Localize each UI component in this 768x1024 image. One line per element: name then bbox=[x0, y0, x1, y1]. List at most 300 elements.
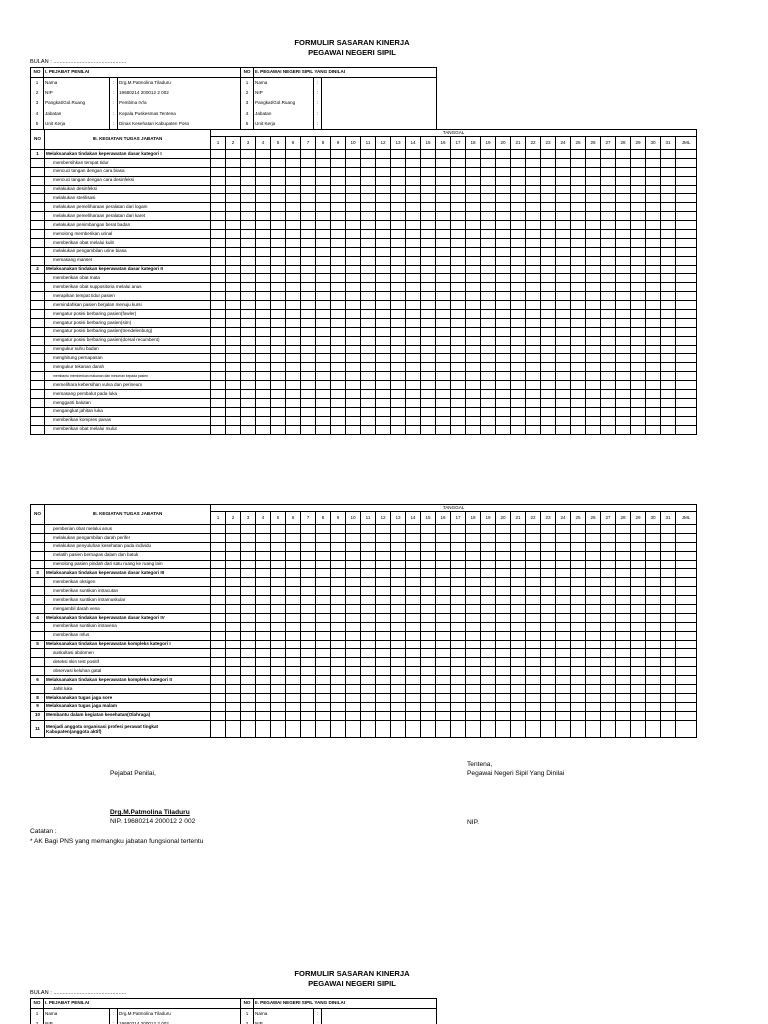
day-cell[interactable] bbox=[556, 622, 571, 631]
day-cell[interactable] bbox=[421, 318, 436, 327]
day-cell[interactable] bbox=[256, 631, 271, 640]
day-cell[interactable] bbox=[361, 150, 376, 159]
day-cell[interactable] bbox=[646, 676, 661, 685]
jml-cell[interactable] bbox=[676, 533, 697, 542]
jml-cell[interactable] bbox=[676, 702, 697, 711]
day-cell[interactable] bbox=[451, 631, 466, 640]
day-cell[interactable] bbox=[481, 551, 496, 560]
day-cell[interactable] bbox=[391, 185, 406, 194]
day-cell[interactable] bbox=[511, 212, 526, 221]
day-cell[interactable] bbox=[376, 318, 391, 327]
day-cell[interactable] bbox=[286, 640, 301, 649]
day-cell[interactable] bbox=[661, 587, 676, 596]
day-cell[interactable] bbox=[391, 345, 406, 354]
day-cell[interactable] bbox=[541, 336, 556, 345]
day-cell[interactable] bbox=[481, 587, 496, 596]
day-cell[interactable] bbox=[616, 569, 631, 578]
day-cell[interactable] bbox=[376, 176, 391, 185]
day-cell[interactable] bbox=[271, 693, 286, 702]
day-cell[interactable] bbox=[661, 176, 676, 185]
day-cell[interactable] bbox=[631, 649, 646, 658]
day-cell[interactable] bbox=[646, 631, 661, 640]
day-cell[interactable] bbox=[271, 416, 286, 425]
day-cell[interactable] bbox=[481, 318, 496, 327]
day-cell[interactable] bbox=[301, 203, 316, 212]
day-cell[interactable] bbox=[331, 407, 346, 416]
day-cell[interactable] bbox=[466, 578, 481, 587]
day-cell[interactable] bbox=[586, 425, 601, 434]
day-cell[interactable] bbox=[226, 613, 241, 622]
day-cell[interactable] bbox=[496, 283, 511, 292]
day-cell[interactable] bbox=[241, 596, 256, 605]
day-cell[interactable] bbox=[241, 631, 256, 640]
day-cell[interactable] bbox=[481, 525, 496, 534]
day-cell[interactable] bbox=[586, 613, 601, 622]
day-cell[interactable] bbox=[211, 310, 226, 319]
jml-cell[interactable] bbox=[676, 238, 697, 247]
day-cell[interactable] bbox=[391, 605, 406, 614]
day-cell[interactable] bbox=[256, 676, 271, 685]
day-cell[interactable] bbox=[376, 372, 391, 381]
day-cell[interactable] bbox=[301, 247, 316, 256]
day-cell[interactable] bbox=[286, 345, 301, 354]
day-cell[interactable] bbox=[331, 560, 346, 569]
day-cell[interactable] bbox=[391, 649, 406, 658]
day-cell[interactable] bbox=[241, 685, 256, 694]
day-cell[interactable] bbox=[286, 283, 301, 292]
day-cell[interactable] bbox=[481, 247, 496, 256]
day-cell[interactable] bbox=[646, 176, 661, 185]
day-cell[interactable] bbox=[286, 542, 301, 551]
day-cell[interactable] bbox=[616, 551, 631, 560]
day-cell[interactable] bbox=[631, 327, 646, 336]
day-cell[interactable] bbox=[526, 720, 541, 738]
day-cell[interactable] bbox=[661, 569, 676, 578]
day-cell[interactable] bbox=[661, 720, 676, 738]
day-cell[interactable] bbox=[331, 230, 346, 239]
day-cell[interactable] bbox=[301, 158, 316, 167]
day-cell[interactable] bbox=[556, 354, 571, 363]
day-cell[interactable] bbox=[391, 176, 406, 185]
day-cell[interactable] bbox=[586, 354, 601, 363]
day-cell[interactable] bbox=[331, 185, 346, 194]
day-cell[interactable] bbox=[391, 194, 406, 203]
day-cell[interactable] bbox=[601, 560, 616, 569]
day-cell[interactable] bbox=[646, 230, 661, 239]
day-cell[interactable] bbox=[541, 176, 556, 185]
day-cell[interactable] bbox=[451, 274, 466, 283]
day-cell[interactable] bbox=[316, 398, 331, 407]
day-cell[interactable] bbox=[331, 720, 346, 738]
day-cell[interactable] bbox=[361, 292, 376, 301]
day-cell[interactable] bbox=[376, 551, 391, 560]
day-cell[interactable] bbox=[616, 693, 631, 702]
day-cell[interactable] bbox=[481, 150, 496, 159]
day-cell[interactable] bbox=[376, 711, 391, 720]
day-cell[interactable] bbox=[406, 416, 421, 425]
day-cell[interactable] bbox=[226, 425, 241, 434]
day-cell[interactable] bbox=[586, 256, 601, 265]
day-cell[interactable] bbox=[466, 596, 481, 605]
day-cell[interactable] bbox=[226, 327, 241, 336]
day-cell[interactable] bbox=[421, 551, 436, 560]
day-cell[interactable] bbox=[571, 301, 586, 310]
day-cell[interactable] bbox=[226, 310, 241, 319]
day-cell[interactable] bbox=[346, 613, 361, 622]
day-cell[interactable] bbox=[391, 256, 406, 265]
day-cell[interactable] bbox=[211, 176, 226, 185]
day-cell[interactable] bbox=[226, 720, 241, 738]
day-cell[interactable] bbox=[451, 301, 466, 310]
day-cell[interactable] bbox=[661, 702, 676, 711]
day-cell[interactable] bbox=[316, 533, 331, 542]
day-cell[interactable] bbox=[256, 247, 271, 256]
day-cell[interactable] bbox=[256, 256, 271, 265]
day-cell[interactable] bbox=[421, 212, 436, 221]
day-cell[interactable] bbox=[541, 150, 556, 159]
day-cell[interactable] bbox=[436, 354, 451, 363]
day-cell[interactable] bbox=[226, 533, 241, 542]
day-cell[interactable] bbox=[406, 525, 421, 534]
day-cell[interactable] bbox=[256, 587, 271, 596]
day-cell[interactable] bbox=[211, 605, 226, 614]
day-cell[interactable] bbox=[421, 150, 436, 159]
day-cell[interactable] bbox=[301, 416, 316, 425]
day-cell[interactable] bbox=[616, 283, 631, 292]
day-cell[interactable] bbox=[256, 390, 271, 399]
day-cell[interactable] bbox=[601, 569, 616, 578]
day-cell[interactable] bbox=[466, 631, 481, 640]
day-cell[interactable] bbox=[556, 185, 571, 194]
day-cell[interactable] bbox=[421, 247, 436, 256]
day-cell[interactable] bbox=[556, 363, 571, 372]
day-cell[interactable] bbox=[436, 560, 451, 569]
day-cell[interactable] bbox=[601, 533, 616, 542]
day-cell[interactable] bbox=[301, 667, 316, 676]
day-cell[interactable] bbox=[616, 702, 631, 711]
day-cell[interactable] bbox=[616, 578, 631, 587]
day-cell[interactable] bbox=[376, 354, 391, 363]
day-cell[interactable] bbox=[436, 230, 451, 239]
day-cell[interactable] bbox=[301, 212, 316, 221]
day-cell[interactable] bbox=[526, 525, 541, 534]
day-cell[interactable] bbox=[226, 318, 241, 327]
day-cell[interactable] bbox=[226, 667, 241, 676]
day-cell[interactable] bbox=[391, 613, 406, 622]
day-cell[interactable] bbox=[256, 150, 271, 159]
day-cell[interactable] bbox=[481, 381, 496, 390]
day-cell[interactable] bbox=[406, 363, 421, 372]
day-cell[interactable] bbox=[241, 238, 256, 247]
day-cell[interactable] bbox=[556, 203, 571, 212]
day-cell[interactable] bbox=[346, 533, 361, 542]
day-cell[interactable] bbox=[256, 407, 271, 416]
day-cell[interactable] bbox=[541, 230, 556, 239]
day-cell[interactable] bbox=[661, 658, 676, 667]
day-cell[interactable] bbox=[406, 150, 421, 159]
day-cell[interactable] bbox=[556, 194, 571, 203]
day-cell[interactable] bbox=[406, 176, 421, 185]
day-cell[interactable] bbox=[361, 649, 376, 658]
day-cell[interactable] bbox=[406, 265, 421, 274]
day-cell[interactable] bbox=[466, 587, 481, 596]
day-cell[interactable] bbox=[226, 525, 241, 534]
day-cell[interactable] bbox=[421, 274, 436, 283]
day-cell[interactable] bbox=[556, 176, 571, 185]
day-cell[interactable] bbox=[586, 569, 601, 578]
day-cell[interactable] bbox=[451, 596, 466, 605]
day-cell[interactable] bbox=[496, 372, 511, 381]
day-cell[interactable] bbox=[571, 676, 586, 685]
day-cell[interactable] bbox=[646, 363, 661, 372]
day-cell[interactable] bbox=[661, 390, 676, 399]
day-cell[interactable] bbox=[451, 372, 466, 381]
day-cell[interactable] bbox=[526, 212, 541, 221]
day-cell[interactable] bbox=[601, 158, 616, 167]
day-cell[interactable] bbox=[286, 150, 301, 159]
day-cell[interactable] bbox=[571, 230, 586, 239]
day-cell[interactable] bbox=[661, 203, 676, 212]
day-cell[interactable] bbox=[631, 301, 646, 310]
day-cell[interactable] bbox=[646, 596, 661, 605]
day-cell[interactable] bbox=[391, 702, 406, 711]
day-cell[interactable] bbox=[466, 381, 481, 390]
day-cell[interactable] bbox=[631, 542, 646, 551]
day-cell[interactable] bbox=[391, 525, 406, 534]
day-cell[interactable] bbox=[241, 265, 256, 274]
day-cell[interactable] bbox=[271, 283, 286, 292]
day-cell[interactable] bbox=[241, 336, 256, 345]
day-cell[interactable] bbox=[526, 711, 541, 720]
day-cell[interactable] bbox=[586, 525, 601, 534]
day-cell[interactable] bbox=[391, 327, 406, 336]
day-cell[interactable] bbox=[361, 622, 376, 631]
day-cell[interactable] bbox=[301, 569, 316, 578]
day-cell[interactable] bbox=[271, 542, 286, 551]
day-cell[interactable] bbox=[526, 301, 541, 310]
day-cell[interactable] bbox=[481, 398, 496, 407]
day-cell[interactable] bbox=[376, 676, 391, 685]
day-cell[interactable] bbox=[541, 381, 556, 390]
day-cell[interactable] bbox=[511, 247, 526, 256]
jml-cell[interactable] bbox=[676, 203, 697, 212]
day-cell[interactable] bbox=[631, 203, 646, 212]
day-cell[interactable] bbox=[346, 560, 361, 569]
day-cell[interactable] bbox=[496, 194, 511, 203]
day-cell[interactable] bbox=[421, 381, 436, 390]
day-cell[interactable] bbox=[391, 336, 406, 345]
day-cell[interactable] bbox=[586, 274, 601, 283]
day-cell[interactable] bbox=[226, 685, 241, 694]
day-cell[interactable] bbox=[451, 622, 466, 631]
day-cell[interactable] bbox=[451, 238, 466, 247]
day-cell[interactable] bbox=[511, 221, 526, 230]
day-cell[interactable] bbox=[241, 407, 256, 416]
day-cell[interactable] bbox=[226, 658, 241, 667]
day-cell[interactable] bbox=[226, 230, 241, 239]
day-cell[interactable] bbox=[406, 649, 421, 658]
day-cell[interactable] bbox=[616, 658, 631, 667]
day-cell[interactable] bbox=[391, 310, 406, 319]
day-cell[interactable] bbox=[586, 622, 601, 631]
day-cell[interactable] bbox=[646, 247, 661, 256]
day-cell[interactable] bbox=[481, 336, 496, 345]
day-cell[interactable] bbox=[361, 578, 376, 587]
day-cell[interactable] bbox=[541, 658, 556, 667]
day-cell[interactable] bbox=[556, 390, 571, 399]
day-cell[interactable] bbox=[376, 613, 391, 622]
day-cell[interactable] bbox=[496, 596, 511, 605]
day-cell[interactable] bbox=[661, 327, 676, 336]
day-cell[interactable] bbox=[496, 702, 511, 711]
day-cell[interactable] bbox=[256, 194, 271, 203]
day-cell[interactable] bbox=[631, 605, 646, 614]
day-cell[interactable] bbox=[661, 676, 676, 685]
day-cell[interactable] bbox=[271, 407, 286, 416]
day-cell[interactable] bbox=[496, 265, 511, 274]
day-cell[interactable] bbox=[451, 327, 466, 336]
day-cell[interactable] bbox=[646, 425, 661, 434]
day-cell[interactable] bbox=[481, 345, 496, 354]
day-cell[interactable] bbox=[436, 649, 451, 658]
day-cell[interactable] bbox=[271, 587, 286, 596]
day-cell[interactable] bbox=[511, 425, 526, 434]
day-cell[interactable] bbox=[526, 256, 541, 265]
day-cell[interactable] bbox=[301, 150, 316, 159]
day-cell[interactable] bbox=[586, 587, 601, 596]
day-cell[interactable] bbox=[496, 301, 511, 310]
day-cell[interactable] bbox=[301, 194, 316, 203]
day-cell[interactable] bbox=[316, 345, 331, 354]
day-cell[interactable] bbox=[286, 578, 301, 587]
day-cell[interactable] bbox=[646, 292, 661, 301]
day-cell[interactable] bbox=[391, 167, 406, 176]
day-cell[interactable] bbox=[406, 578, 421, 587]
day-cell[interactable] bbox=[391, 640, 406, 649]
day-cell[interactable] bbox=[271, 212, 286, 221]
day-cell[interactable] bbox=[316, 425, 331, 434]
day-cell[interactable] bbox=[496, 310, 511, 319]
day-cell[interactable] bbox=[271, 551, 286, 560]
day-cell[interactable] bbox=[226, 640, 241, 649]
day-cell[interactable] bbox=[226, 398, 241, 407]
day-cell[interactable] bbox=[331, 336, 346, 345]
day-cell[interactable] bbox=[406, 274, 421, 283]
day-cell[interactable] bbox=[211, 167, 226, 176]
day-cell[interactable] bbox=[631, 551, 646, 560]
day-cell[interactable] bbox=[256, 372, 271, 381]
day-cell[interactable] bbox=[466, 542, 481, 551]
day-cell[interactable] bbox=[361, 587, 376, 596]
day-cell[interactable] bbox=[211, 150, 226, 159]
day-cell[interactable] bbox=[496, 247, 511, 256]
day-cell[interactable] bbox=[541, 345, 556, 354]
day-cell[interactable] bbox=[256, 212, 271, 221]
jml-cell[interactable] bbox=[676, 390, 697, 399]
day-cell[interactable] bbox=[286, 327, 301, 336]
day-cell[interactable] bbox=[211, 702, 226, 711]
day-cell[interactable] bbox=[451, 176, 466, 185]
day-cell[interactable] bbox=[361, 711, 376, 720]
day-cell[interactable] bbox=[586, 318, 601, 327]
day-cell[interactable] bbox=[391, 390, 406, 399]
day-cell[interactable] bbox=[631, 345, 646, 354]
day-cell[interactable] bbox=[481, 265, 496, 274]
day-cell[interactable] bbox=[601, 702, 616, 711]
day-cell[interactable] bbox=[436, 416, 451, 425]
day-cell[interactable] bbox=[511, 283, 526, 292]
day-cell[interactable] bbox=[211, 569, 226, 578]
day-cell[interactable] bbox=[346, 301, 361, 310]
day-cell[interactable] bbox=[451, 640, 466, 649]
day-cell[interactable] bbox=[571, 720, 586, 738]
day-cell[interactable] bbox=[451, 150, 466, 159]
day-cell[interactable] bbox=[391, 150, 406, 159]
day-cell[interactable] bbox=[511, 194, 526, 203]
day-cell[interactable] bbox=[586, 203, 601, 212]
day-cell[interactable] bbox=[211, 407, 226, 416]
day-cell[interactable] bbox=[346, 327, 361, 336]
day-cell[interactable] bbox=[541, 640, 556, 649]
day-cell[interactable] bbox=[646, 622, 661, 631]
day-cell[interactable] bbox=[241, 318, 256, 327]
day-cell[interactable] bbox=[466, 533, 481, 542]
day-cell[interactable] bbox=[601, 658, 616, 667]
day-cell[interactable] bbox=[241, 416, 256, 425]
day-cell[interactable] bbox=[481, 425, 496, 434]
day-cell[interactable] bbox=[301, 525, 316, 534]
day-cell[interactable] bbox=[631, 381, 646, 390]
day-cell[interactable] bbox=[271, 203, 286, 212]
day-cell[interactable] bbox=[436, 702, 451, 711]
day-cell[interactable] bbox=[616, 533, 631, 542]
day-cell[interactable] bbox=[346, 631, 361, 640]
jml-cell[interactable] bbox=[676, 720, 697, 738]
day-cell[interactable] bbox=[406, 685, 421, 694]
day-cell[interactable] bbox=[376, 569, 391, 578]
day-cell[interactable] bbox=[481, 354, 496, 363]
day-cell[interactable] bbox=[526, 176, 541, 185]
day-cell[interactable] bbox=[421, 622, 436, 631]
day-cell[interactable] bbox=[406, 596, 421, 605]
day-cell[interactable] bbox=[466, 310, 481, 319]
day-cell[interactable] bbox=[286, 247, 301, 256]
day-cell[interactable] bbox=[346, 354, 361, 363]
day-cell[interactable] bbox=[631, 194, 646, 203]
day-cell[interactable] bbox=[451, 560, 466, 569]
day-cell[interactable] bbox=[286, 363, 301, 372]
day-cell[interactable] bbox=[601, 525, 616, 534]
day-cell[interactable] bbox=[421, 596, 436, 605]
day-cell[interactable] bbox=[286, 221, 301, 230]
day-cell[interactable] bbox=[496, 398, 511, 407]
day-cell[interactable] bbox=[316, 587, 331, 596]
day-cell[interactable] bbox=[451, 221, 466, 230]
day-cell[interactable] bbox=[316, 578, 331, 587]
jml-cell[interactable] bbox=[676, 372, 697, 381]
day-cell[interactable] bbox=[376, 596, 391, 605]
day-cell[interactable] bbox=[541, 185, 556, 194]
day-cell[interactable] bbox=[511, 578, 526, 587]
day-cell[interactable] bbox=[526, 631, 541, 640]
day-cell[interactable] bbox=[571, 265, 586, 274]
day-cell[interactable] bbox=[601, 631, 616, 640]
day-cell[interactable] bbox=[331, 274, 346, 283]
day-cell[interactable] bbox=[481, 569, 496, 578]
day-cell[interactable] bbox=[556, 560, 571, 569]
day-cell[interactable] bbox=[661, 525, 676, 534]
day-cell[interactable] bbox=[301, 310, 316, 319]
